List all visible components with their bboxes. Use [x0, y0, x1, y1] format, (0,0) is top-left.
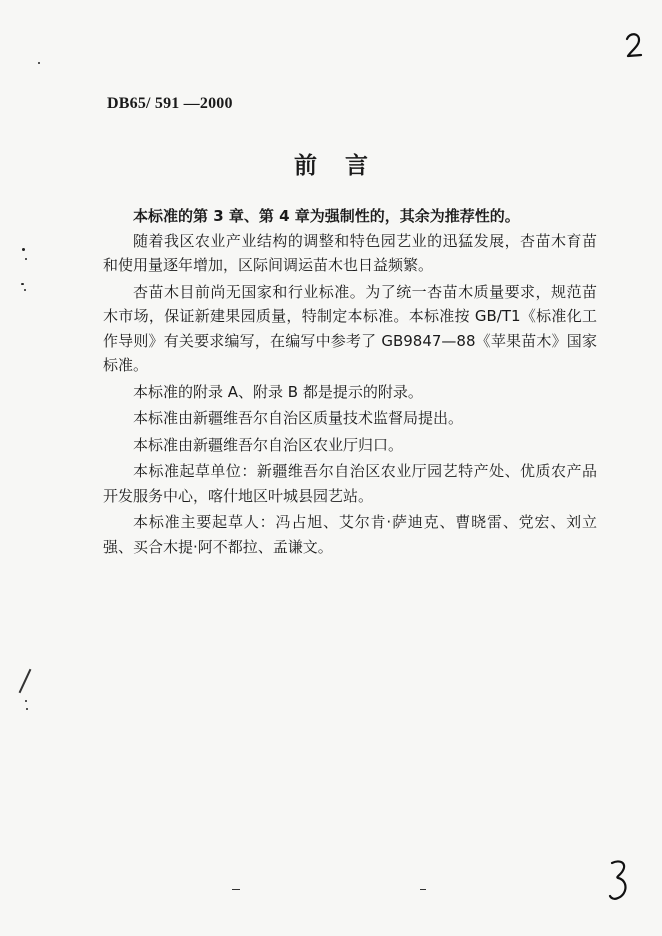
scan-speck	[25, 700, 27, 702]
handwritten-mark-top	[624, 30, 644, 60]
page-title: 前言	[294, 153, 396, 179]
scan-stroke	[19, 669, 32, 693]
paragraph: 本标准由新疆维吾尔自治区农业厅归口。	[133, 435, 404, 454]
foreword-body	[103, 204, 597, 559]
paragraph: 杏苗木目前尚无国家和行业标准。为了统一杏苗木质量要求，规范苗木市场，保证新建果园质量，特制定本标准。本标准按 GB/T1《标准化工作导则》有关要求编写，在编写中参考了 GB9847—88《苹果苗木》国家标准。	[103, 282, 597, 374]
scan-speck	[25, 258, 27, 260]
scan-speck	[38, 62, 40, 64]
scan-stroke	[420, 889, 426, 890]
scan-speck	[21, 283, 24, 285]
paragraph: 本标准由新疆维吾尔自治区质量技术监督局提出。	[133, 409, 464, 427]
paragraph: 本标准主要起草人：冯占旭、艾尔肯·萨迪克、曹晓雷、党宏、刘立强、买合木提·阿不都拉、孟谦文。	[103, 513, 597, 556]
paragraph: 本标准的第 3 章、第 4 章为强制性的，其余为推荐性的。	[133, 207, 520, 225]
scan-speck	[22, 248, 25, 251]
paragraph: 随着我区农业产业结构的调整和特色园艺业的迅猛发展，杏苗木育苗和使用量逐年增加，区际间调运苗木也日益频繁。	[103, 231, 597, 274]
paragraph: 本标准的附录 A、附录 B 都是提示的附录。	[133, 382, 423, 401]
scan-speck	[24, 289, 26, 291]
scan-stroke	[232, 889, 240, 890]
document-code: DB65/ 591 —2000	[107, 95, 233, 112]
scan-speck	[26, 708, 28, 710]
handwritten-mark-bottom	[606, 858, 632, 902]
paragraph: 本标准起草单位：新疆维吾尔自治区农业厅园艺特产处、优质农产品开发服务中心，喀什地区叶城县园艺站。	[103, 462, 597, 505]
